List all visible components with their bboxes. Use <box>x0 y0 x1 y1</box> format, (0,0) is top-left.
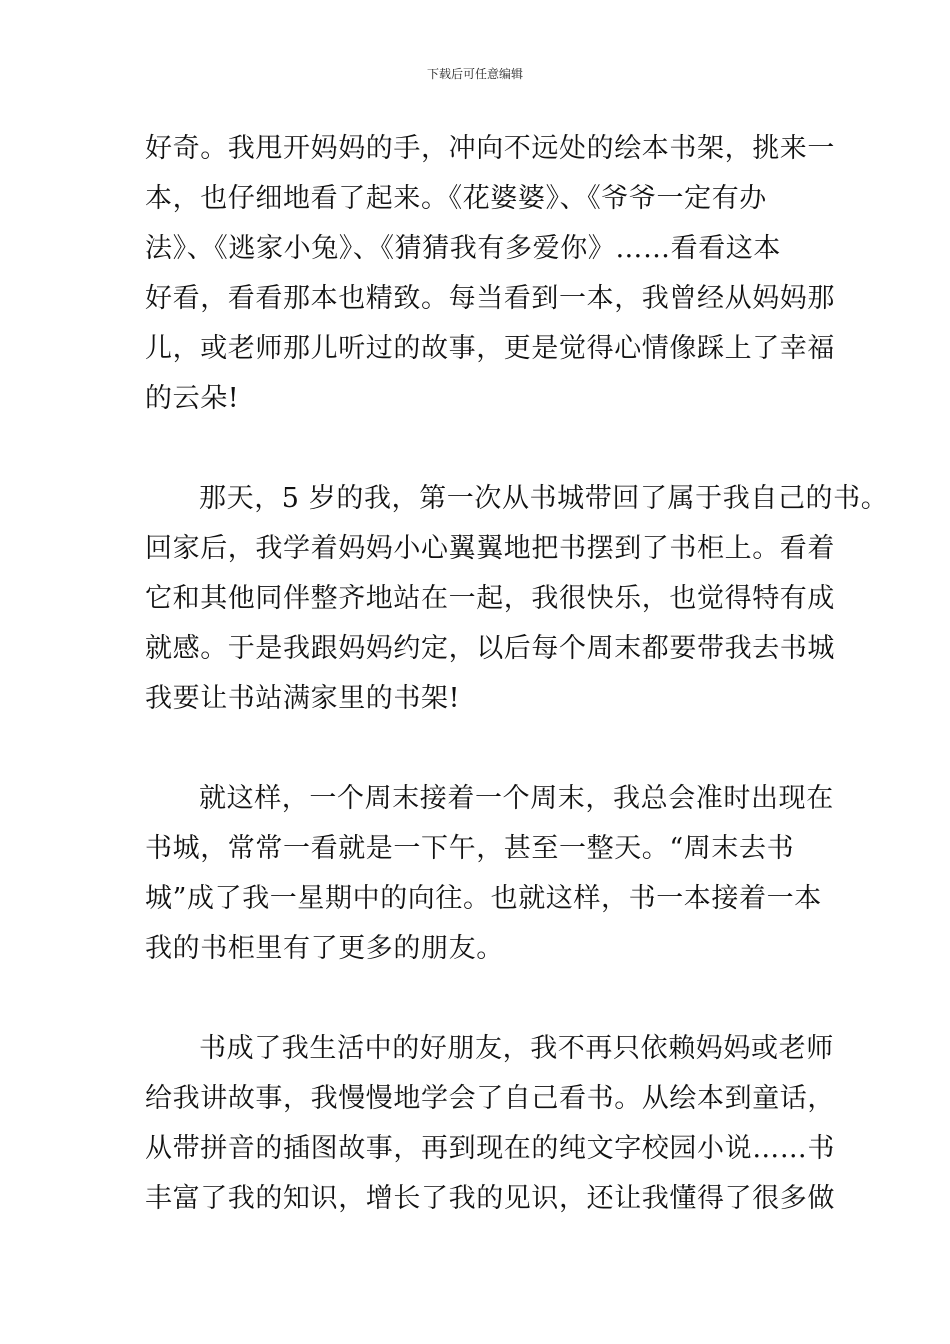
text-line: 就感。于是我跟妈妈约定，以后每个周末都要带我去书城 <box>145 633 835 664</box>
document-body <box>145 124 889 1224</box>
text-line: 好看，看看那本也精致。每当看到一本，我曾经从妈妈那 <box>145 283 835 314</box>
text-line: 那天，5 岁的我，第一次从书城带回了属于我自己的书。 <box>199 483 889 514</box>
paragraph-spacer <box>145 974 817 1024</box>
text-line: 就这样，一个周末接着一个周末，我总会准时出现在 <box>199 783 834 814</box>
text-line: 儿，或老师那儿听过的故事，更是觉得心情像踩上了幸福 <box>145 333 835 364</box>
text-line: 城”成了我一星期中的向往。也就这样，书一本接着一本 <box>145 883 822 914</box>
text-line: 好奇。我甩开妈妈的手，冲向不远处的绘本书架，挑来一 <box>145 133 835 164</box>
paragraph-spacer <box>145 424 817 474</box>
page-header: 下载后可任意编辑 <box>426 67 523 81</box>
text-line: 它和其他同伴整齐地站在一起，我很快乐，也觉得特有成 <box>145 583 835 614</box>
text-line: 本，也仔细地看了起来。《花婆婆》、《爷爷一定有办 <box>145 183 767 214</box>
paragraph-spacer <box>145 724 817 774</box>
text-line: 我的书柜里有了更多的朋友。 <box>145 933 504 964</box>
text-line: 我要让书站满家里的书架! <box>145 683 461 714</box>
text-line: 丰富了我的知识，增长了我的见识，还让我懂得了很多做 <box>145 1183 835 1214</box>
text-line: 书城，常常一看就是一下午，甚至一整天。“周末去书 <box>145 833 795 864</box>
text-line: 的云朵! <box>145 383 240 414</box>
text-line: 从带拼音的插图故事，再到现在的纯文字校园小说……书 <box>145 1133 835 1164</box>
text-line: 回家后，我学着妈妈小心翼翼地把书摆到了书柜上。看着 <box>145 533 835 564</box>
text-line: 书成了我生活中的好朋友，我不再只依赖妈妈或老师 <box>199 1033 834 1064</box>
text-line: 法》、《逃家小兔》、《猜猜我有多爱你》……看看这本 <box>145 233 781 264</box>
text-line: 给我讲故事，我慢慢地学会了自己看书。从绘本到童话， <box>145 1083 835 1114</box>
